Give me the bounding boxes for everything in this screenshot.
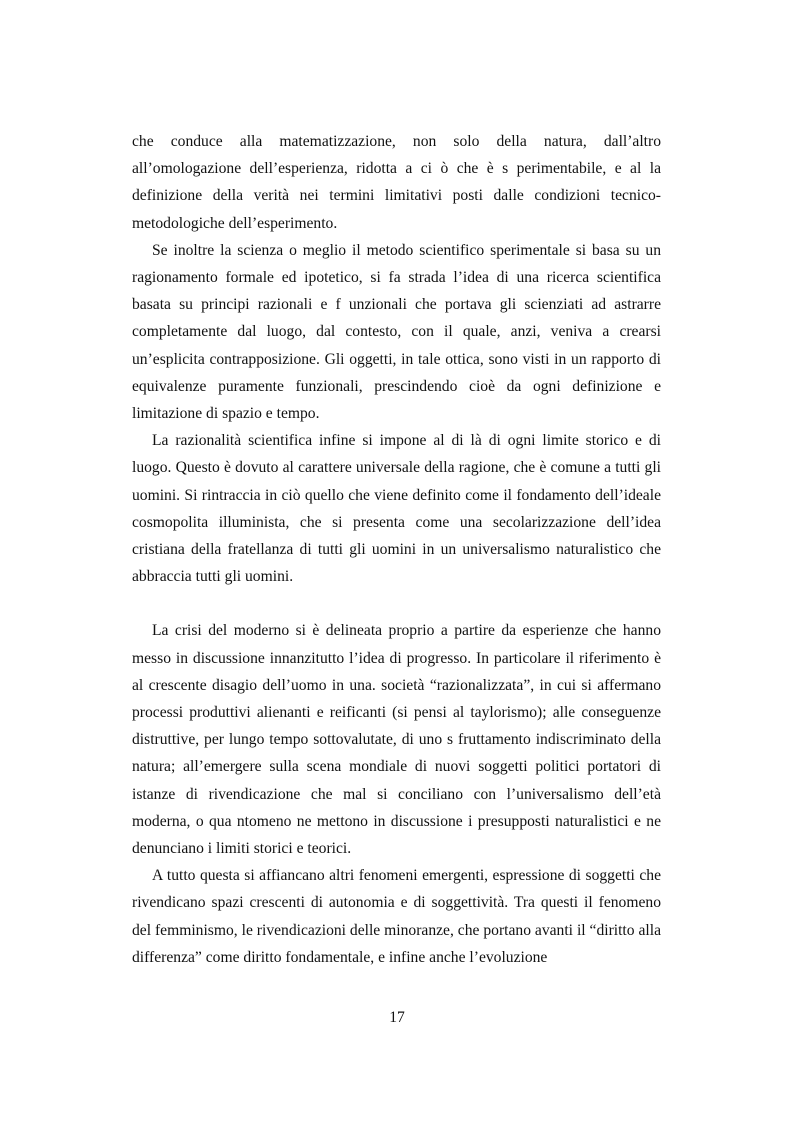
paragraph-continuation: che conduce alla matematizzazione, non solo della natura, dall’altro all’omologazione dell’esperienza, ridotta a ci ò che è s perimentabile, e al la definizione della verità nei termini limitativi posti dalle condizioni tecnico-metodologiche dell’esperimento. xyxy=(132,133,661,232)
paragraph-scientific-method: Se inoltre la scienza o meglio il metodo scientifico sperimentale si basa su un ragionamento formale ed ipotetico, si fa strada l’idea di una ricerca scientifica basata su principi razionali e f unzionali che portava gli scienziati ad astrarre completamente dal luogo, dal contesto, con il quale, anzi, veniva a crearsi un’esplicita contrapposizione. Gli oggetti, in tale ottica, sono visti in un rapporto di equivalenze puramente funzionali, prescindendo cioè da ogni definizione e limitazione di spazio e tempo. xyxy=(132,241,661,423)
section-spacer xyxy=(132,590,661,617)
document-page xyxy=(132,128,661,971)
paragraph-scientific-rationality: La razionalità scientifica infine si impone al di là di ogni limite storico e di luogo. Questo è dovuto al carattere universale della ragione, che è comune a tutti gli uomini. Si rintraccia in ciò quello che viene definito come il fondamento dell’ideale cosmopolita illuminista, che si presenta come una secolarizzazione dell’idea cristiana della fratellanza di tutti gli uomini in un universalismo naturalistico che abbraccia tutti gli uomini. xyxy=(132,432,661,586)
paragraph-emerging-phenomena: A tutto questa si affiancano altri fenomeni emergenti, espressione di soggetti che rivendicano spazi crescenti di autonomia e di soggettività. Tra questi il fenomeno del femminismo, le rivendicazioni delle minoranze, che portano avanti il “diritto alla differenza” come diritto fondamentale, e infine anche l’evoluzione xyxy=(132,867,661,966)
paragraph-crisis-of-modernity: La crisi del moderno si è delineata proprio a partire da esperienze che hanno messo in discussione innanzitutto l’idea di progresso. In particolare il riferimento è al crescente disagio dell’uomo in una. società “razionalizzata”, in cui si affermano processi produttivi alienanti e reificanti (si pensi al taylorismo); alle conseguenze distruttive, per lungo tempo sottovalutate, di uno s fruttamento indiscriminato della natura; all’emergere sulla scena mondiale di nuovi soggetti politici portatori di istanze di rivendicazione che mal si conciliano con l’universalismo dell’età moderna, o qua ntomeno ne mettono in discussione i presupposti naturalistici e ne denunciano i limiti storici e teorici. xyxy=(132,622,661,858)
page-number: 17 xyxy=(389,1009,405,1026)
